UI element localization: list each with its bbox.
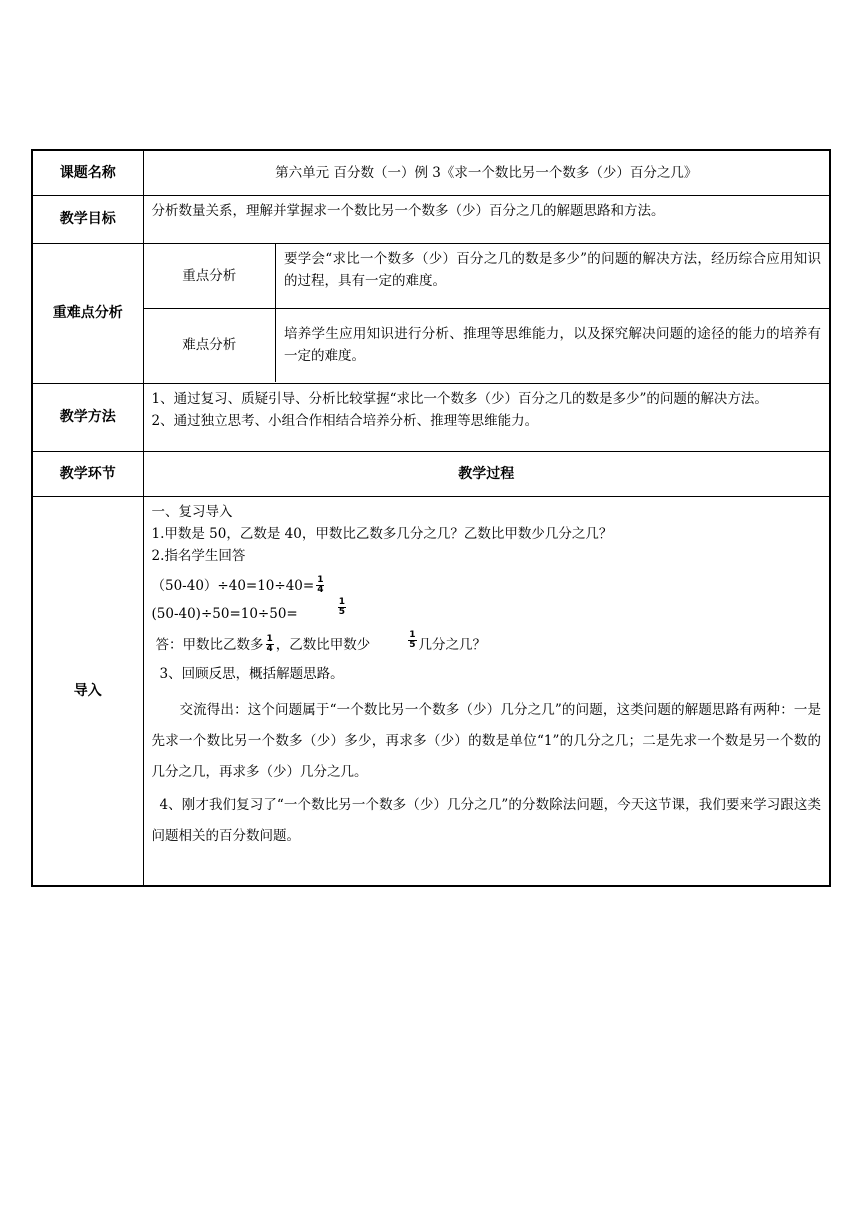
key-point-label: 重点分析	[144, 244, 276, 308]
intro-heading: 一、复习导入	[151, 503, 233, 520]
calc-1-denominator: 4	[317, 585, 324, 595]
calc-1-fraction	[316, 576, 324, 595]
answer-part-a: 答：甲数比乙数多	[155, 636, 264, 653]
method-item-1: 1、通过复习、质疑引导、分析比较掌握“求比一个数多（少）百分之几的数是多少”的问题的解决方法。	[151, 390, 768, 407]
method-label: 教学方法	[32, 383, 143, 451]
difficulty-cell	[143, 243, 830, 383]
difficulty-label: 重难点分析	[32, 243, 143, 383]
hard-point-text: 培养学生应用知识进行分析、推理等思维能力，以及探究解决问题的途径的能力的培养有一定的难度。	[284, 326, 821, 365]
method-cell	[143, 383, 830, 451]
intro-question-2: 2.指名学生回答	[151, 547, 246, 564]
intro-label: 导入	[32, 496, 143, 886]
row-intro	[32, 496, 830, 886]
goal-value: 分析数量关系，理解并掌握求一个数比另一个数多（少）百分之几的解题思路和方法。	[143, 195, 830, 243]
intro-content	[143, 496, 830, 886]
intro-step-3: 3、回顾反思，概括解题思路。	[159, 665, 344, 682]
row-goal	[32, 195, 830, 243]
intro-question-1: 1.甲数是 50，乙数是 40，甲数比乙数多几分之几？乙数比甲数少几分之几？	[151, 525, 613, 542]
title-value: 第六单元 百分数（一）例 3《求一个数比另一个数多（少）百分之几》	[143, 150, 830, 195]
answer-fraction-1-denominator: 4	[266, 644, 273, 654]
lesson-plan-table	[31, 149, 831, 887]
goal-label: 教学目标	[32, 195, 143, 243]
row-stage-header	[32, 451, 830, 496]
answer-fraction-1	[266, 635, 274, 654]
hard-point-label: 难点分析	[144, 308, 276, 382]
answer-fraction-2	[408, 631, 416, 650]
calc-1-numerator: 1	[317, 575, 324, 585]
answer-line	[152, 629, 822, 661]
answer-fraction-2-denominator: 5	[409, 640, 416, 650]
answer-fraction-1-numerator: 1	[266, 634, 273, 644]
calc-1-expression: （50-40）÷40=10÷40=	[151, 577, 315, 594]
row-title	[32, 150, 830, 195]
key-point-text: 要学会“求比一个数多（少）百分之几的数是多少”的问题的解决方法，经历综合应用知识的过程，具有一定的难度。	[276, 244, 830, 308]
answer-part-b: ，乙数比甲数少	[275, 636, 371, 653]
answer-part-c: 几分之几？	[418, 636, 487, 653]
calc-2-numerator: 1	[338, 597, 345, 607]
process-label: 教学过程	[143, 451, 830, 496]
difficulty-subtable	[144, 244, 830, 382]
lesson-plan-sheet	[31, 149, 829, 887]
row-difficulty	[32, 243, 830, 383]
answer-fraction-2-numerator: 1	[409, 630, 416, 640]
row-method	[32, 383, 830, 451]
calc-2-denominator: 5	[338, 607, 345, 617]
calc-2-fraction	[338, 598, 346, 617]
stage-label: 教学环节	[32, 451, 143, 496]
method-item-2: 2、通过独立思考、小组合作相结合培养分析、推理等思维能力。	[151, 412, 539, 429]
intro-exchange: 交流得出：这个问题属于“一个数比另一个数多（少）几分之几”的问题，这类问题的解题思路有两种：一是先求一个数比另一个数多（少）多少，再求多（少）的数是单位“1”的几分之几；二是先求一个数是另一个数的几分之几，再求多（少）几分之几。	[151, 701, 821, 780]
title-label: 课题名称	[32, 150, 143, 195]
intro-step-4: 4、刚才我们复习了“一个数比另一个数多（少）几分之几”的分数除法问题，今天这节课，我们要来学习跟这类问题相关的百分数问题。	[151, 796, 821, 844]
calc-line-2	[152, 599, 822, 629]
calc-line-1	[152, 573, 822, 599]
calc-2-expression: (50-40)÷50=10÷50=	[151, 605, 298, 622]
